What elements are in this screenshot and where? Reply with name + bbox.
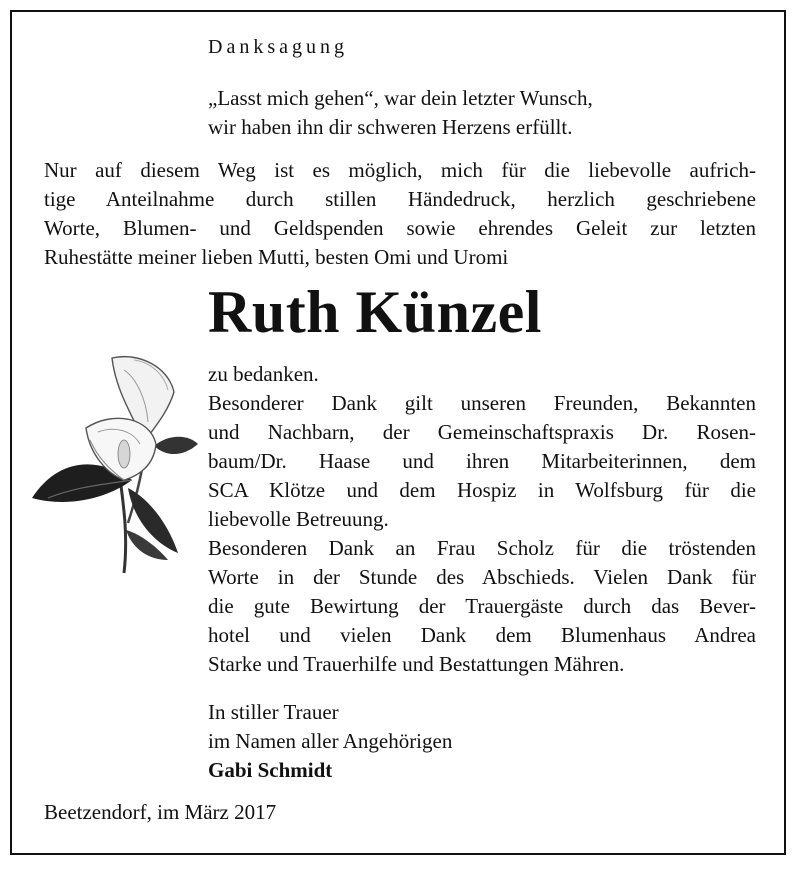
body-line: baum/Dr. Haase und ihren Mitarbeiterinnen, dem (208, 449, 756, 473)
deceased-name: Ruth Künzel (208, 279, 542, 345)
quote-line: wir haben ihn dir schweren Herzens erfüllt. (208, 115, 573, 139)
intro-line: Nur auf diesem Weg ist es möglich, mich für die liebevolle aufrich- (44, 158, 756, 182)
body-line: Besonderen Dank an Frau Scholz für die tröstenden (208, 536, 756, 560)
quote (208, 84, 593, 142)
signature-line: im Namen aller Angehörigen (208, 729, 453, 753)
body-line: zu bedanken. (208, 362, 319, 386)
body-line: und Nachbarn, der Gemeinschaftspraxis Dr. Rosen- (208, 420, 756, 444)
body-line: liebevolle Betreuung. (208, 507, 389, 531)
intro-line: Ruhestätte meiner lieben Mutti, besten Omi und Uromi (44, 245, 509, 269)
body-line: Starke und Trauerhilfe und Bestattungen Mähren. (208, 652, 625, 676)
intro-paragraph (44, 156, 756, 272)
body-paragraph (208, 360, 756, 679)
notice-heading: Danksagung (208, 36, 348, 58)
intro-line: Worte, Blumen- und Geldspenden sowie ehrendes Geleit zur letzten (44, 216, 756, 240)
place-date: Beetzendorf, im März 2017 (44, 800, 277, 824)
quote-line: „Lasst mich gehen“, war dein letzter Wunsch, (208, 86, 593, 110)
calla-lily-icon (28, 348, 198, 578)
body-line: die gute Bewirtung der Trauergäste durch das Bever- (208, 594, 756, 618)
body-line: Besonderer Dank gilt unseren Freunden, Bekannten (208, 391, 756, 415)
intro-line: tige Anteilnahme durch stillen Händedruck, herzlich geschriebene (44, 187, 756, 211)
body-line: SCA Klötze und dem Hospiz in Wolfsburg für die (208, 478, 756, 502)
signature-block (208, 698, 452, 785)
signature-line: In stiller Trauer (208, 700, 339, 724)
body-line: Worte in der Stunde des Abschieds. Vielen Dank für (208, 565, 756, 589)
body-line: hotel und vielen Dank dem Blumenhaus Andrea (208, 623, 756, 647)
signature-name: Gabi Schmidt (208, 758, 333, 782)
